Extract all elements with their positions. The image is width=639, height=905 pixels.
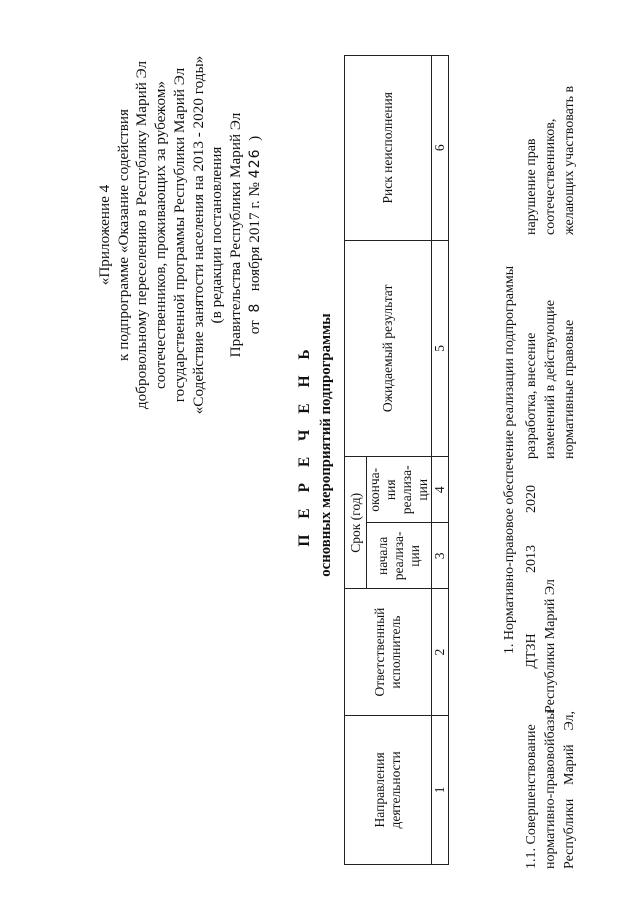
column-number: 6	[432, 56, 449, 241]
appendix-line: (в редакции постановления	[208, 146, 226, 324]
row-risk-line: соотечественников,	[543, 118, 558, 235]
row-executor-line: Республики Марий Эл	[543, 579, 558, 713]
date-day: 8	[246, 302, 263, 313]
header-start: начала реализа-ции	[367, 523, 432, 589]
row-end-year: 2020	[524, 485, 539, 513]
header-result: Ожидаемый результат	[345, 240, 432, 457]
header-direction: Направления деятельности	[345, 715, 432, 864]
header-executor: Ответственный исполнитель	[345, 589, 432, 715]
row-executor-line: ДТЗН	[524, 633, 539, 669]
column-number: 5	[432, 240, 449, 457]
date-prefix: от	[245, 320, 263, 335]
appendix-line: «Содействие занятости населения на 2013 - 2020 годы»	[189, 55, 207, 415]
row-start-year: 2013	[524, 545, 539, 573]
header-end: оконча-ния реализа-ции	[367, 457, 432, 523]
row-risk-line: желающих участвовать в	[562, 85, 577, 235]
appendix-date-line	[246, 20, 265, 450]
measures-table	[344, 55, 449, 865]
row-risk-line: нарушение прав	[524, 138, 539, 235]
appendix-line: добровольному переселению в Республику Марий Эл	[133, 60, 151, 410]
row-result-line: изменений в действующие	[543, 300, 558, 459]
row-direction-line: Республики Марий Эл,	[562, 711, 577, 869]
header-risk: Риск неисполнения	[345, 56, 432, 241]
column-number: 1	[432, 715, 449, 864]
appendix-line: к подпрограмме «Оказание содействия	[114, 109, 132, 361]
column-number: 2	[432, 589, 449, 715]
row-executor	[522, 579, 560, 713]
appendix-line: Правительства Республики Марий Эл	[226, 112, 244, 358]
date-close: )	[245, 135, 263, 141]
appendix-line: государственной программы Республики Марий Эл	[170, 67, 188, 403]
header-term: Срок (год)	[345, 457, 367, 589]
document-subtitle: основных мероприятий подпрограммы	[318, 313, 334, 577]
row-direction-line: нормативно-правовой базы	[543, 710, 558, 869]
appendix-line: «Приложение 4	[96, 184, 113, 286]
row-result-line: нормативные правовые	[562, 319, 577, 459]
document-title: П Е Р Е Ч Е Н Ь	[296, 343, 313, 547]
date-number: 426	[246, 148, 263, 179]
appendix-header	[96, 20, 264, 450]
row-result	[522, 243, 579, 459]
section-heading: 1. Нормативно-правовое обеспечение реализации подпрограммы	[502, 265, 517, 655]
row-direction	[522, 711, 579, 869]
column-number: 3	[432, 523, 449, 589]
row-result-line: разработка, внесение	[524, 332, 539, 459]
row-direction-line: 1.1. Совершенствование	[524, 724, 539, 869]
row-risk	[522, 25, 579, 235]
column-number: 4	[432, 457, 449, 523]
date-rest: ноября 2017 г. №	[245, 181, 263, 292]
appendix-line: соотечественников, проживающих за рубежом»	[152, 80, 170, 390]
